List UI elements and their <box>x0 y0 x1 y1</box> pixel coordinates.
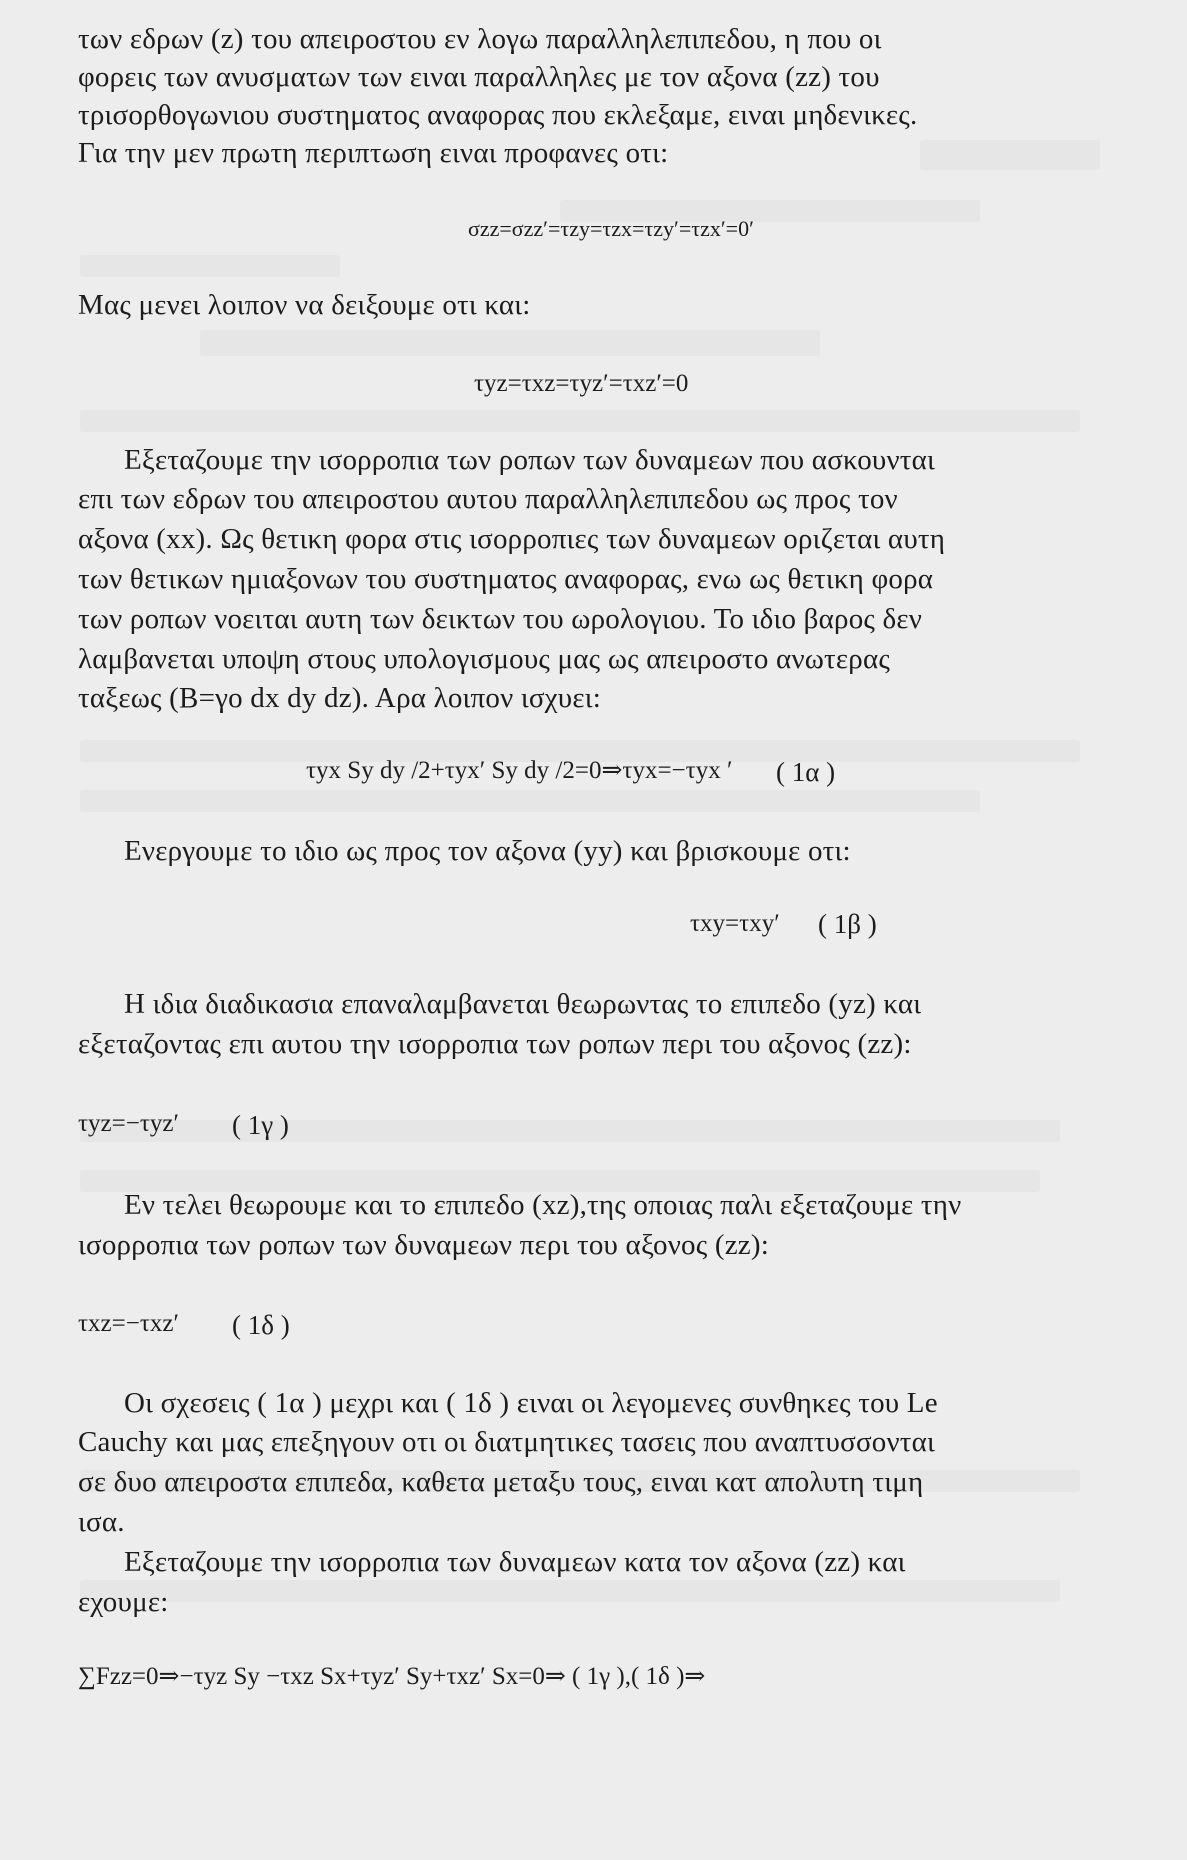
bleed-through-mark <box>80 1580 1060 1602</box>
text-line: σε δυο απειροστα επιπεδα, καθετα μεταξυ τους, ειναι κατ απολυτη τιμη <box>78 1466 924 1498</box>
text-line: Η ιδια διαδικασια επαναλαμβανεται θεωρωντας το επιπεδο (yz) και <box>124 988 922 1020</box>
text-line: φορεις των ανυσματων των ειναι παραλληλες με τον αξονα (zz) του <box>78 61 880 93</box>
text-line: ισα. <box>78 1506 125 1538</box>
formula-1a: τyx Sy dy /2+τyx′ Sy dy /2=0⇒τyx=−τyx ′ <box>306 757 733 784</box>
bleed-through-mark <box>200 330 820 356</box>
text-line: Εν τελει θεωρουμε και το επιπεδο (xz),της οποιας παλι εξεταζουμε την <box>124 1189 962 1221</box>
text-line: επι των εδρων του απειροστου αυτου παραλληλεπιπεδου ως προς τον <box>78 483 898 515</box>
bleed-through-mark <box>80 1120 1060 1142</box>
equation-tag-1b: ( 1β ) <box>818 909 877 939</box>
text-line: Cauchy και μας επεξηγουν οτι οι διατμητικες τασεις που αναπτυσσονται <box>78 1426 936 1458</box>
bleed-through-mark <box>80 410 1080 432</box>
text-line: εξεταζοντας επι αυτου την ισορροπια των ροπων περι του αξονος (zz): <box>78 1028 912 1060</box>
formula-1d: τxz=−τxz′ <box>78 1310 179 1337</box>
formula-1c: τyz=−τyz′ <box>78 1110 179 1137</box>
text-line: λαμβανεται υποψη στους υπολογισμους μας ως απειροστο ανωτερας <box>78 643 891 675</box>
text-line: τρισορθογωνιου συστηματος αναφορας που εκλεξαμε, ειναι μηδενικες. <box>78 99 918 131</box>
text-line: Εξεταζουμε την ισορροπια των δυναμεων κατα τον αξονα (zz) και <box>124 1546 906 1578</box>
text-line: των θετικων ημιαξονων του συστηματος αναφορας, ενω ως θετικη φορα <box>78 563 934 595</box>
bleed-through-mark <box>80 790 980 812</box>
text-line: Οι σχεσεις ( 1α ) μεχρι και ( 1δ ) ειναι οι λεγομενες συνθηκες του Le <box>124 1387 938 1419</box>
bleed-through-mark <box>920 140 1100 170</box>
text-line: Ενεργουμε το ιδιο ως προς τον αξονα (yy) και βρισκουμε οτι: <box>124 835 851 867</box>
bleed-through-mark <box>80 255 340 277</box>
equation-tag-1a: ( 1α ) <box>776 757 836 787</box>
formula-sum-fzz: ∑Fzz=0⇒−τyz Sy −τxz Sx+τyz′ Sy+τxz′ Sx=0⇒ ( 1γ ),( 1δ )⇒ <box>78 1663 706 1690</box>
text-line: Μας μενει λοιπον να δειξουμε οτι και: <box>78 289 531 321</box>
text-line: των εδρων (z) του απειροστου εν λογω παραλληλεπιπεδου, η που οι <box>78 23 882 55</box>
text-line: ταξεως (Β=γο dx dy dz). Αρα λοιπον ισχυει: <box>78 682 601 714</box>
text-line: Εξεταζουμε την ισορροπια των ροπων των δυναμεων που ασκουνται <box>124 444 936 476</box>
text-line: των ροπων νοειται αυτη των δεικτων του ωρολογιου. Το ιδιο βαρος δεν <box>78 603 923 635</box>
formula-sigma: σzz=σzz′=τzy=τzx=τzy′=τzx′=0′ <box>468 216 754 241</box>
text-line: αξονα (xx). Ως θετικη φορα στις ισορροπιες των δυναμεων οριζεται αυτη <box>78 523 946 555</box>
formula-tau-zero: τyz=τxz=τyz′=τxz′=0 <box>474 370 689 397</box>
text-line: εχουμε: <box>78 1586 169 1618</box>
equation-tag-1d: ( 1δ ) <box>232 1310 290 1340</box>
text-line: ισορροπια των ροπων των δυναμεων περι του αξονος (zz): <box>78 1229 769 1261</box>
text-line: Για την μεν πρωτη περιπτωση ειναι προφανες οτι: <box>78 137 669 169</box>
equation-tag-1c: ( 1γ ) <box>232 1110 289 1140</box>
formula-1b: τxy=τxy′ <box>690 910 780 937</box>
